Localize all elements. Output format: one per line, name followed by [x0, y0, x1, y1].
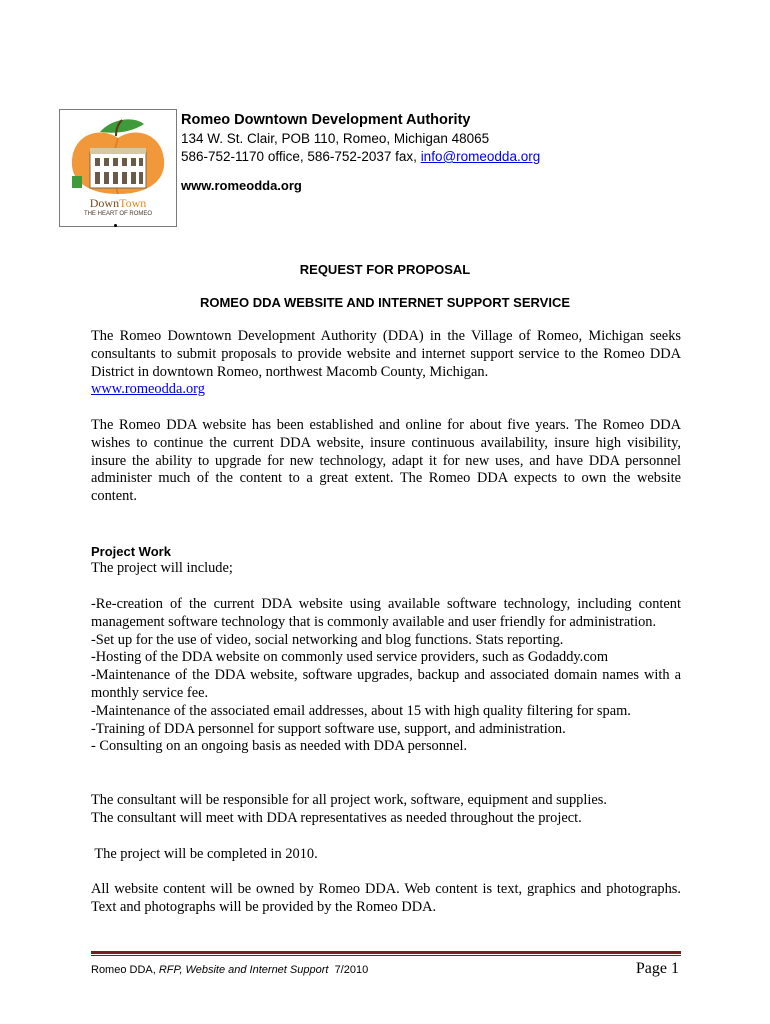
footer-rule-thin [91, 955, 681, 956]
document-title: REQUEST FOR PROPOSAL [299, 262, 471, 277]
responsibility-line: The consultant will meet with DDA representatives as needed throughout the project. [91, 809, 582, 826]
document-subtitle: ROMEO DDA WEBSITE AND INTERNET SUPPORT SERVICE [199, 295, 571, 310]
list-item: -Maintenance of the DDA website, software upgrades, backup and associated domain names with a monthly service fee. [91, 667, 681, 701]
organization-address: 134 W. St. Clair, POB 110, Romeo, Michigan 48065 [181, 131, 490, 146]
responsibility-line: The consultant will be responsible for all project work, software, equipment and supplies. [91, 792, 607, 808]
footer-citation: Romeo DDA, RFP, Website and Internet Support 7/2010 [91, 964, 369, 976]
organization-name: Romeo Downtown Development Authority [181, 112, 471, 128]
logo-wordmark: DownTown [89, 196, 147, 210]
email-link[interactable]: info@romeodda.org [420, 149, 541, 164]
list-item: - Consulting on an ongoing basis as needed with DDA personnel. [91, 738, 468, 755]
project-work-heading: Project Work [91, 544, 171, 559]
list-item: -Training of DDA personnel for support software use, support, and administration. [91, 720, 566, 737]
project-work-section [91, 543, 681, 578]
page-number: Page 1 [635, 960, 679, 977]
intro-text: The Romeo Downtown Development Authority (DDA) in the Village of Romeo, Michigan seeks consultants to submit proposals to provide website and internet support service to the Romeo DDA District in downtown Romeo, northwest Macomb County, Michigan. [91, 328, 681, 380]
romeo-downtown-logo [59, 109, 177, 227]
ownership-paragraph [91, 881, 681, 917]
logo-tagline: THE HEART OF ROMEO [83, 211, 153, 217]
list-item: -Hosting of the DDA website on commonly used service providers, such as Godaddy.com [91, 649, 609, 666]
completion-paragraph: The project will be completed in 2010. [91, 846, 318, 862]
organization-contact: 586-752-1170 office, 586-752-2037 fax, info@romeodda.org [181, 149, 541, 164]
organization-website: www.romeodda.org [181, 178, 302, 193]
ownership-text: All website content will be owned by Romeo DDA. Web content is text, graphics and photographs. Text and photographs will be provided by the Romeo DDA. [91, 881, 681, 915]
list-item: -Re-creation of the current DDA website using available software technology, including content management software technology that is commonly available and user friendly for administration. [91, 596, 681, 630]
list-item: -Set up for the use of video, social networking and blog functions. Stats reporting. [91, 631, 564, 648]
background-text: The Romeo DDA website has been established and online for about five years. The Romeo DDA wishes to continue the current DDA website, insure continuous availability, insure high visibility, insure the ability to upgrade for new technology, adapt it for new uses, and have DDA personnel administer much of the content to a great extent. The Romeo DDA expects to own the website content. [91, 417, 681, 505]
list-item: -Maintenance of the associated email addresses, about 15 with high quality filtering for spam. [91, 702, 631, 719]
background-paragraph [91, 417, 681, 506]
footer-rule [91, 951, 681, 954]
project-work-list [91, 596, 681, 756]
project-work-lead: The project will include; [91, 560, 233, 576]
website-link[interactable]: www.romeodda.org [91, 381, 205, 398]
organization-header [181, 111, 681, 195]
intro-paragraph [91, 328, 681, 399]
bullet-mark [114, 224, 117, 227]
responsibility-paragraph [91, 792, 681, 828]
